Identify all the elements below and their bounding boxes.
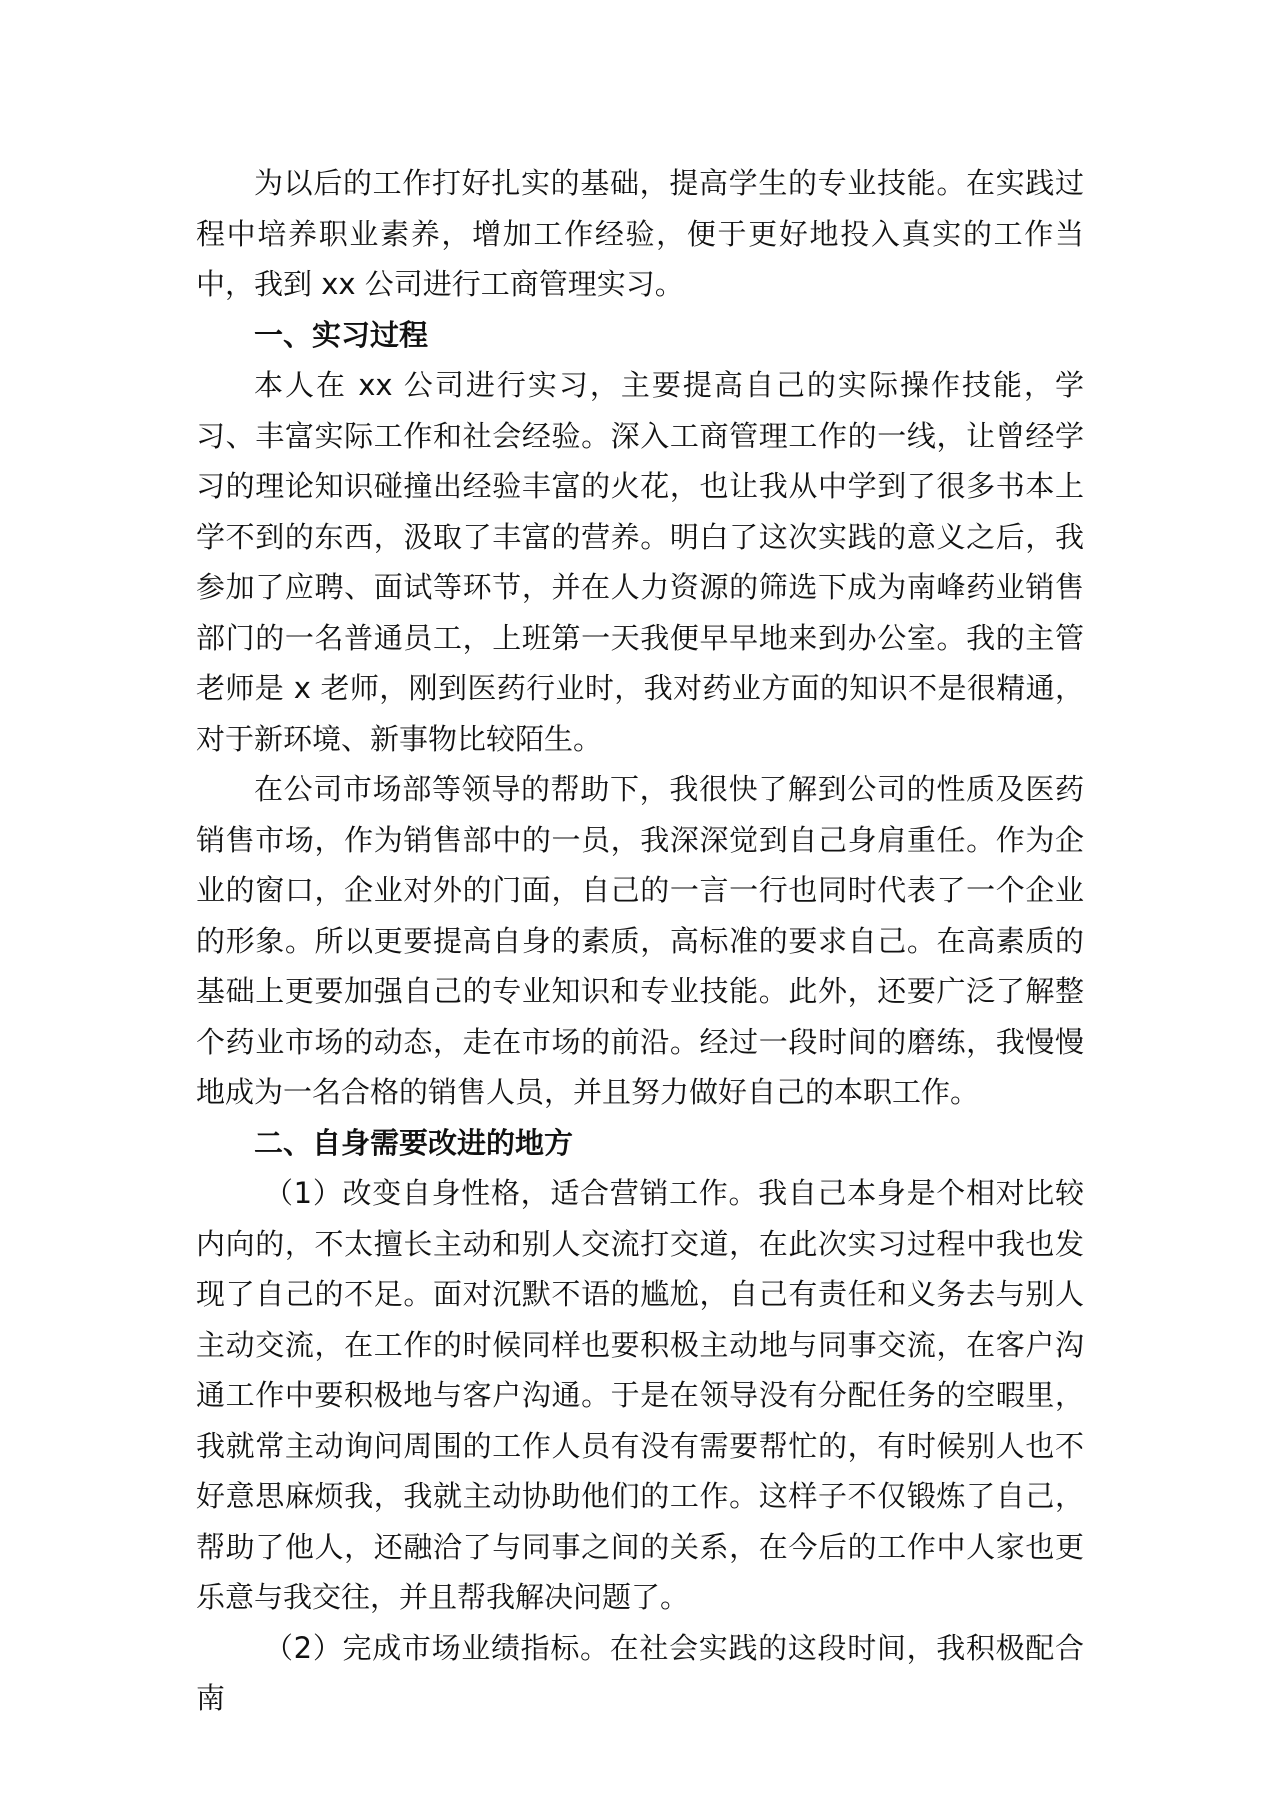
section-heading-improvements: 二、自身需要改进的地方: [254, 1125, 574, 1160]
intro-paragraph: 为以后的工作打好扎实的基础，提高学生的专业技能。在实践过程中培养职业素养，增加工作经验，便于更好地投入真实的工作当中，我到 xx 公司进行工商管理实习。: [196, 166, 1084, 301]
section-2-item-2: （2）完成市场业绩指标。在社会实践的这段时间，我积极配合南: [196, 1630, 1084, 1715]
section-1-paragraph-2: 在公司市场部等领导的帮助下，我很快了解到公司的性质及医药销售市场，作为销售部中的一员，我深深觉到自己身肩重任。作为企业的窗口，企业对外的门面，自己的一言一行也同时代表了一个企业的形象。所以更要提高自身的素质，高标准的要求自己。在高素质的基础上更要加强自己的专业知识和专业技能。此外，还要广泛了解整个药业市场的动态，走在市场的前沿。经过一段时间的磨练，我慢慢地成为一名合格的销售人员，并且努力做好自己的本职工作。: [196, 772, 1084, 1109]
document-body: [196, 158, 1084, 1724]
section-2-item-1: （1）改变自身性格，适合营销工作。我自己本身是个相对比较内向的，不太擅长主动和别人交流打交道，在此次实习过程中我也发现了自己的不足。面对沉默不语的尴尬，自己有责任和义务去与别人主动交流，在工作的时候同样也要积极主动地与同事交流，在客户沟通工作中要积极地与客户沟通。于是在领导没有分配任务的空暇里，我就常主动询问周围的工作人员有没有需要帮忙的，有时候别人也不好意思麻烦我，我就主动协助他们的工作。这样子不仅锻炼了自己，帮助了他人，还融洽了与同事之间的关系，在今后的工作中人家也更乐意与我交往，并且帮我解决问题了。: [196, 1176, 1084, 1614]
section-heading-internship-process: 一、实习过程: [254, 317, 429, 352]
section-1-paragraph-1: 本人在 xx 公司进行实习，主要提高自己的实际操作技能，学习、丰富实际工作和社会经验。深入工商管理工作的一线，让曾经学习的理论知识碰撞出经验丰富的火花，也让我从中学到了很多书本上学不到的东西，汲取了丰富的营养。明白了这次实践的意义之后，我参加了应聘、面试等环节，并在人力资源的筛选下成为南峰药业销售部门的一名普通员工，上班第一天我便早早地来到办公室。我的主管老师是 x 老师，刚到医药行业时，我对药业方面的知识不是很精通，对于新环境、新事物比较陌生。: [196, 368, 1084, 756]
